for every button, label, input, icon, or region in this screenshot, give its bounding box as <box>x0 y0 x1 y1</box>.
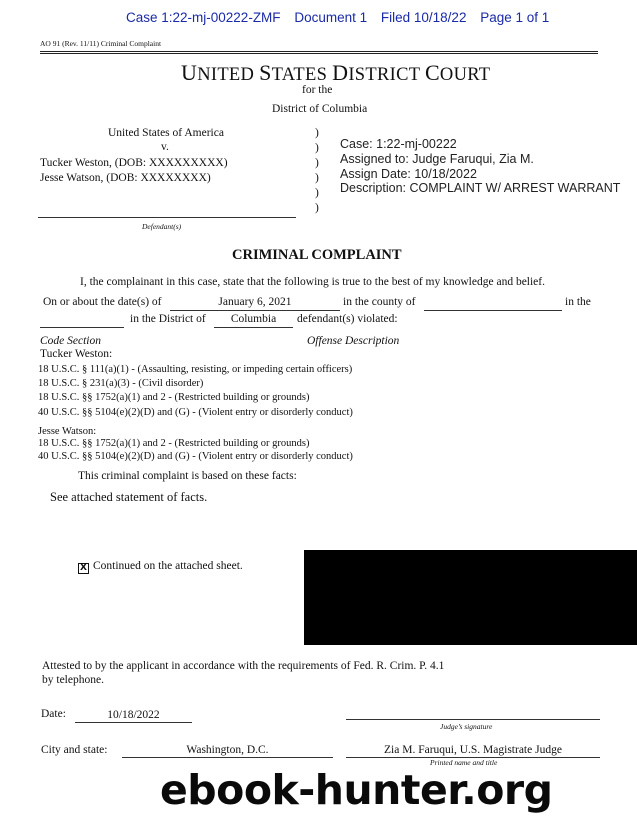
county-line <box>424 310 562 311</box>
intro-statement: I, the complainant in this case, state that the following is true to the best of my knowledge and belief. <box>80 276 545 288</box>
offense-line: 18 U.S.C. § 111(a)(1) - (Assaulting, resisting, or impeding certain officers) <box>38 364 353 375</box>
complaint-heading: CRIMINAL COMPLAINT <box>232 247 402 263</box>
offense-line: 18 U.S.C. §§ 1752(a)(1) and 2 - (Restricted building or grounds) <box>38 392 310 403</box>
based-on-facts: This criminal complaint is based on these facts: <box>78 470 297 482</box>
defendants-label: Defendant(s) <box>142 222 182 231</box>
paren: ) <box>315 157 319 169</box>
offense-line: 18 U.S.C. §§ 1752(a)(1) and 2 - (Restricted building or grounds) <box>38 438 310 449</box>
judge-name: Zia M. Faruqui, U.S. Magistrate Judge <box>384 744 562 756</box>
offense-date-line <box>170 310 340 311</box>
defendant-2: Jesse Watson, (DOB: XXXXXXXX) <box>40 172 211 184</box>
judge-signature-label: Judge’s signature <box>440 722 493 731</box>
judge-signature-line <box>346 719 600 720</box>
district-value: Columbia <box>230 313 277 325</box>
case-stamp-date: Assign Date: 10/18/2022 <box>340 167 477 181</box>
continued-row <box>78 560 243 574</box>
continued-label: Continued on the attached sheet. <box>93 560 243 572</box>
defendant-1: Tucker Weston, (DOB: XXXXXXXXX) <box>40 157 228 169</box>
offense-line: 18 U.S.C. § 231(a)(3) - (Civil disorder) <box>38 378 204 389</box>
top-rule-2 <box>40 53 598 54</box>
district-value-line <box>214 327 293 328</box>
district-label: in the District of <box>130 313 206 325</box>
form-id: AO 91 (Rev. 11/11) Criminal Complaint <box>40 39 162 48</box>
date-label: Date: <box>41 708 66 720</box>
ecf-case-number: Case 1:22-mj-00222-ZMF <box>126 10 281 25</box>
district-name: District of Columbia <box>272 103 368 115</box>
defendant-line <box>38 217 296 218</box>
paren: ) <box>315 187 319 199</box>
plaintiff: United States of America <box>108 127 224 139</box>
violated-label: defendant(s) violated: <box>297 313 398 325</box>
county-label: in the county of <box>343 296 416 308</box>
paren: ) <box>315 202 319 214</box>
ecf-filed-date: Filed 10/18/22 <box>380 10 467 25</box>
case-stamp-judge: Assigned to: Judge Faruqui, Zia M. <box>340 152 534 166</box>
case-stamp-number: Case: 1:22-mj-00222 <box>340 137 457 151</box>
blank-line <box>40 327 124 328</box>
defendant-a-label: Tucker Weston: <box>40 348 113 360</box>
on-or-about-label: On or about the date(s) of <box>43 296 162 308</box>
ecf-document: Document 1 <box>294 10 368 25</box>
city-state-label: City and state: <box>41 744 108 756</box>
redaction-block <box>304 550 637 645</box>
signing-date: 10/18/2022 <box>107 709 160 721</box>
top-rule <box>40 51 598 52</box>
printed-name-label: Printed name and title <box>430 758 498 767</box>
versus: v. <box>161 141 169 153</box>
defendant-b-label: Jesse Watson: <box>38 426 97 437</box>
city-state-value: Washington, D.C. <box>186 744 269 756</box>
for-the: for the <box>302 84 333 96</box>
attestation-line-1: Attested to by the applicant in accordance with the requirements of Fed. R. Crim. P. 4.1 <box>42 660 445 672</box>
code-section-label: Code Section <box>40 335 101 347</box>
city-state-line <box>122 757 333 758</box>
offense-date: January 6, 2021 <box>218 296 292 308</box>
continued-checkbox[interactable]: X <box>78 563 89 574</box>
case-stamp-description: Description: COMPLAINT W/ ARREST WARRANT <box>340 181 621 195</box>
watermark: ebook-hunter.org <box>160 766 553 814</box>
paren: ) <box>315 142 319 154</box>
paren: ) <box>315 172 319 184</box>
ecf-page: Page 1 of 1 <box>480 10 550 25</box>
ecf-header <box>126 10 559 25</box>
paren: ) <box>315 127 319 139</box>
facts-statement: See attached statement of facts. <box>50 490 208 504</box>
offense-line: 40 U.S.C. §§ 5104(e)(2)(D) and (G) - (Violent entry or disorderly conduct) <box>38 407 353 418</box>
signing-date-line <box>75 722 192 723</box>
offense-line: 40 U.S.C. §§ 5104(e)(2)(D) and (G) - (Violent entry or disorderly conduct) <box>38 451 353 462</box>
court-title: UNITED STATES DISTRICT COURT <box>181 60 491 85</box>
offense-description-label: Offense Description <box>307 335 400 347</box>
in-the-label: in the <box>565 296 591 308</box>
attestation-line-2: by telephone. <box>42 674 104 686</box>
